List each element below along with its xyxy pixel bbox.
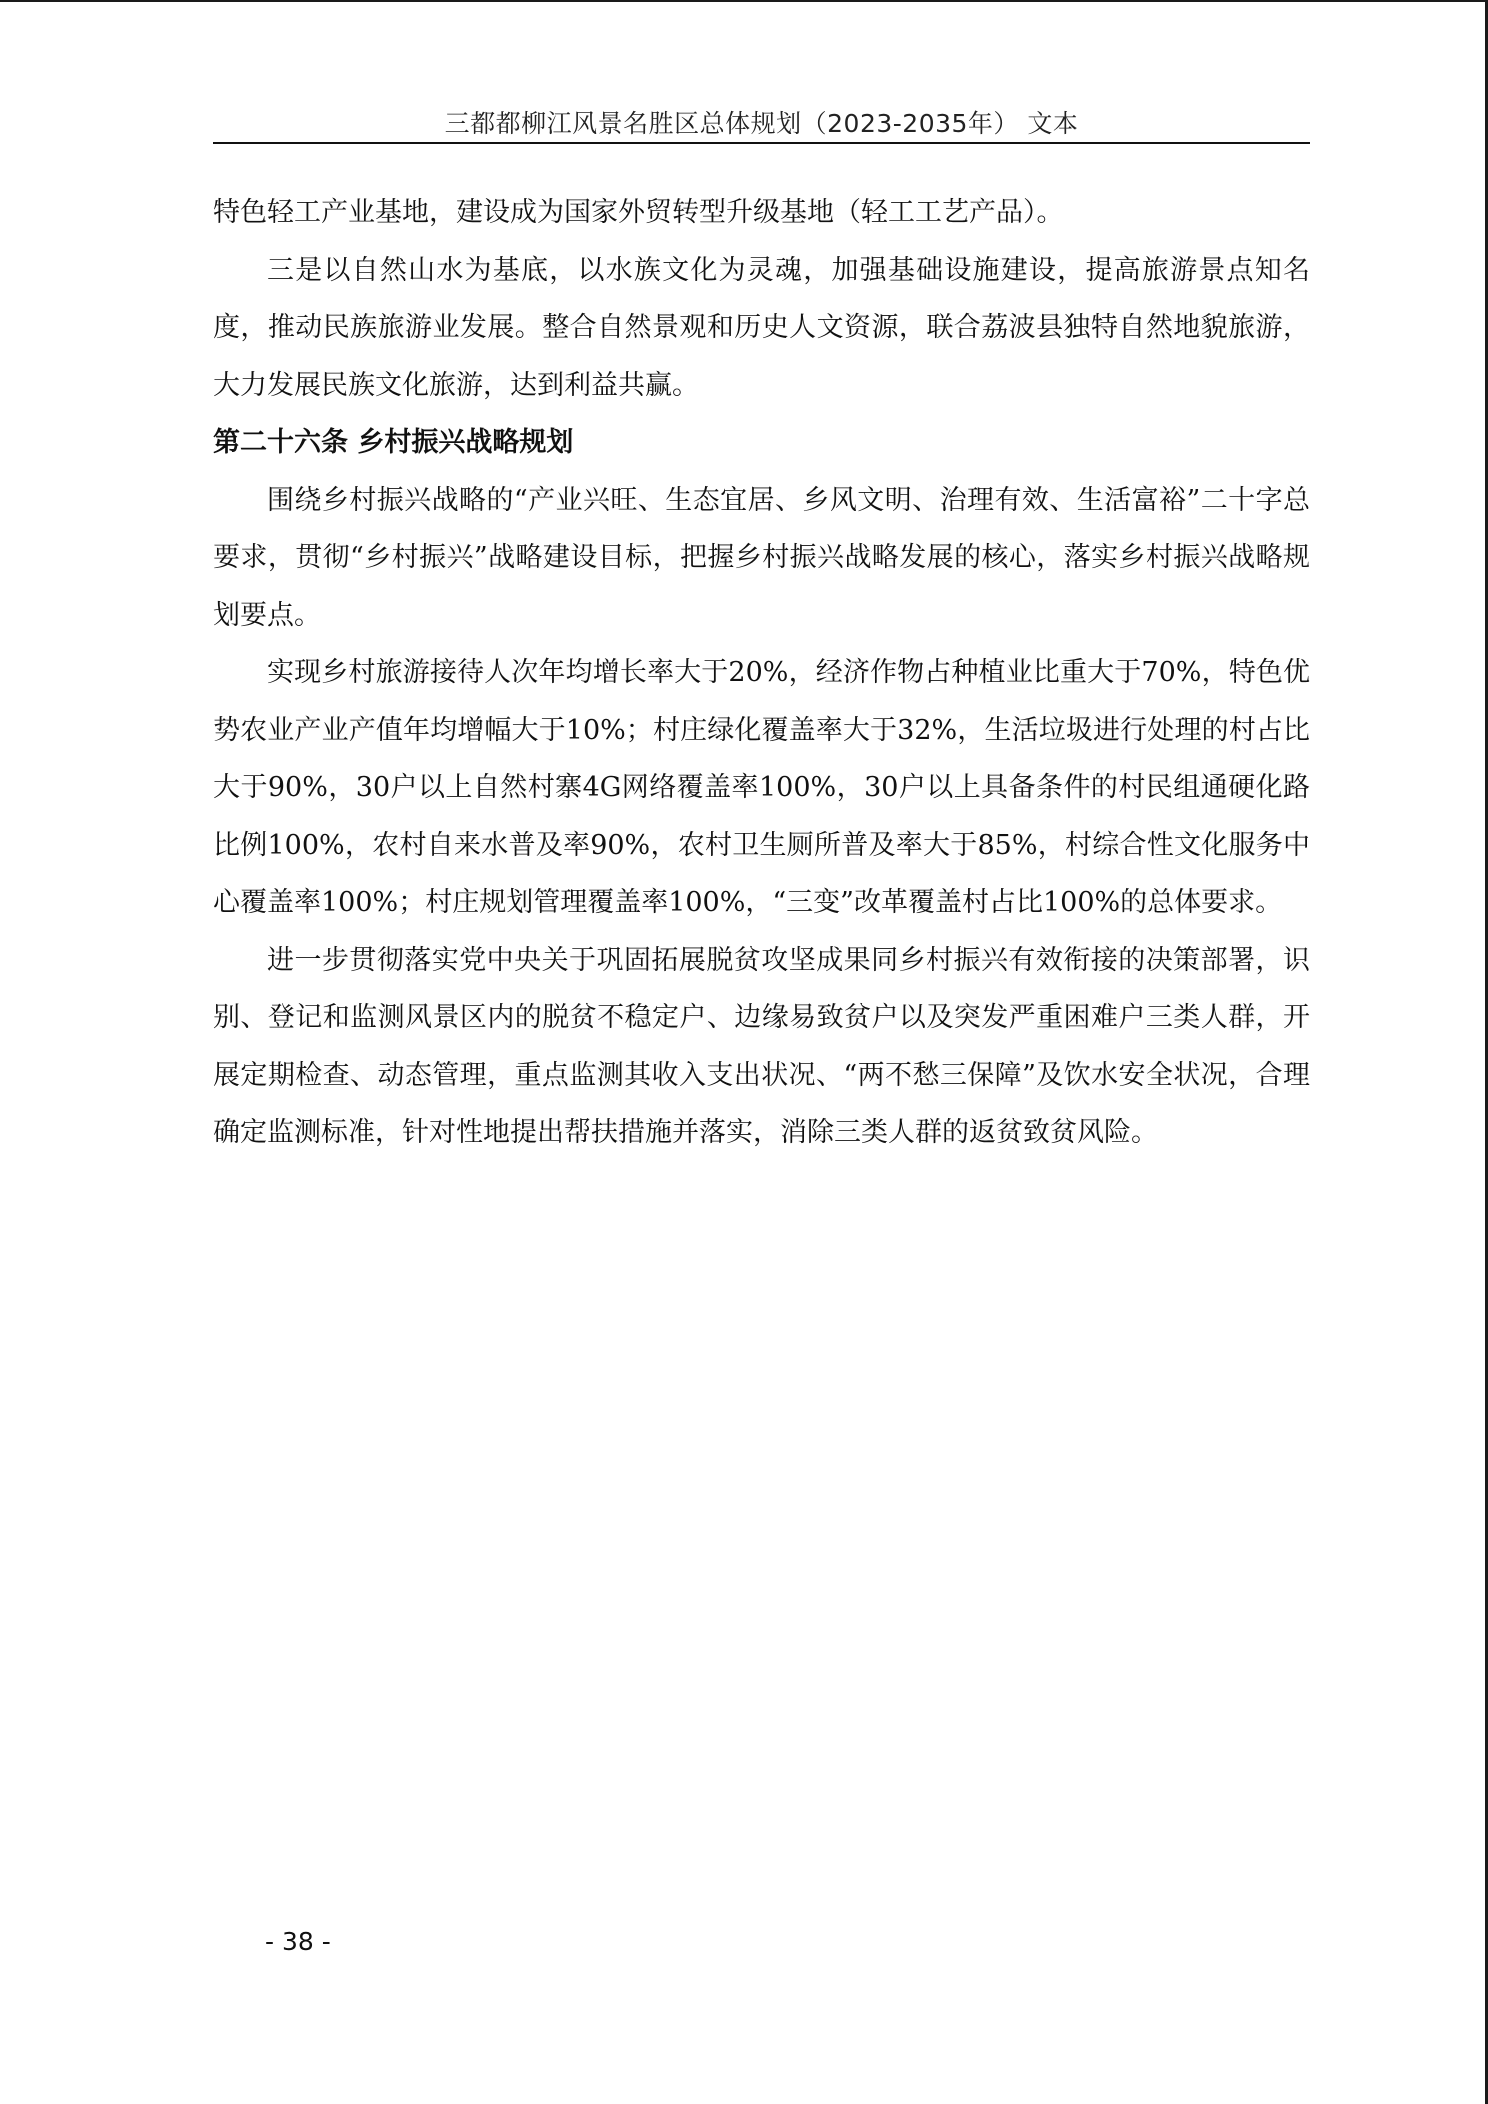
running-header: 三都都柳江风景名胜区总体规划（2023-2035年） 文本 [444, 109, 1079, 138]
page-top-border [0, 0, 1488, 2]
paragraph: 实现乡村旅游接待人次年均增长率大于20%，经济作物占种植业比重大于70%，特色优势农业产业产值年均增幅大于10%；村庄绿化覆盖率大于32%，生活垃圾进行处理的村占比大于90%，30户以上自然村寨4G网络覆盖率100%，30户以上具备条件的村民组通硬化路比例100%，农村自来水普及率90%，农村卫生厕所普及率大于85%，村综合性文化服务中心覆盖率100%；村庄规划管理覆盖率100%，“三变”改革覆盖村占比100%的总体要求。 [213, 657, 1310, 918]
section-heading: 第二十六条 乡村振兴战略规划 [213, 427, 574, 458]
page-number: - 38 - [265, 1927, 331, 1956]
paragraph-continued: 特色轻工产业基地，建设成为国家外贸转型升级基地（轻工工艺产品）。 [213, 197, 1064, 228]
paragraph: 三是以自然山水为基底，以水族文化为灵魂，加强基础设施建设，提高旅游景点知名度，推动民族旅游业发展。整合自然景观和历史人文资源，联合荔波县独特自然地貌旅游，大力发展民族文化旅游，达到利益共赢。 [213, 254, 1310, 401]
paragraph: 围绕乡村振兴战略的“产业兴旺、生态宜居、乡风文明、治理有效、生活富裕”二十字总要求，贯彻“乡村振兴”战略建设目标，把握乡村振兴战略发展的核心，落实乡村振兴战略规划要点。 [213, 484, 1310, 631]
header-rule [213, 142, 1310, 144]
paragraph: 进一步贯彻落实党中央关于巩固拓展脱贫攻坚成果同乡村振兴有效衔接的决策部署，识别、登记和监测风景区内的脱贫不稳定户、边缘易致贫户以及突发严重困难户三类人群，开展定期检查、动态管理，重点监测其收入支出状况、“两不愁三保障”及饮水安全状况，合理确定监测标准，针对性地提出帮扶措施并落实，消除三类人群的返贫致贫风险。 [213, 944, 1310, 1148]
document-body [213, 184, 1310, 1162]
